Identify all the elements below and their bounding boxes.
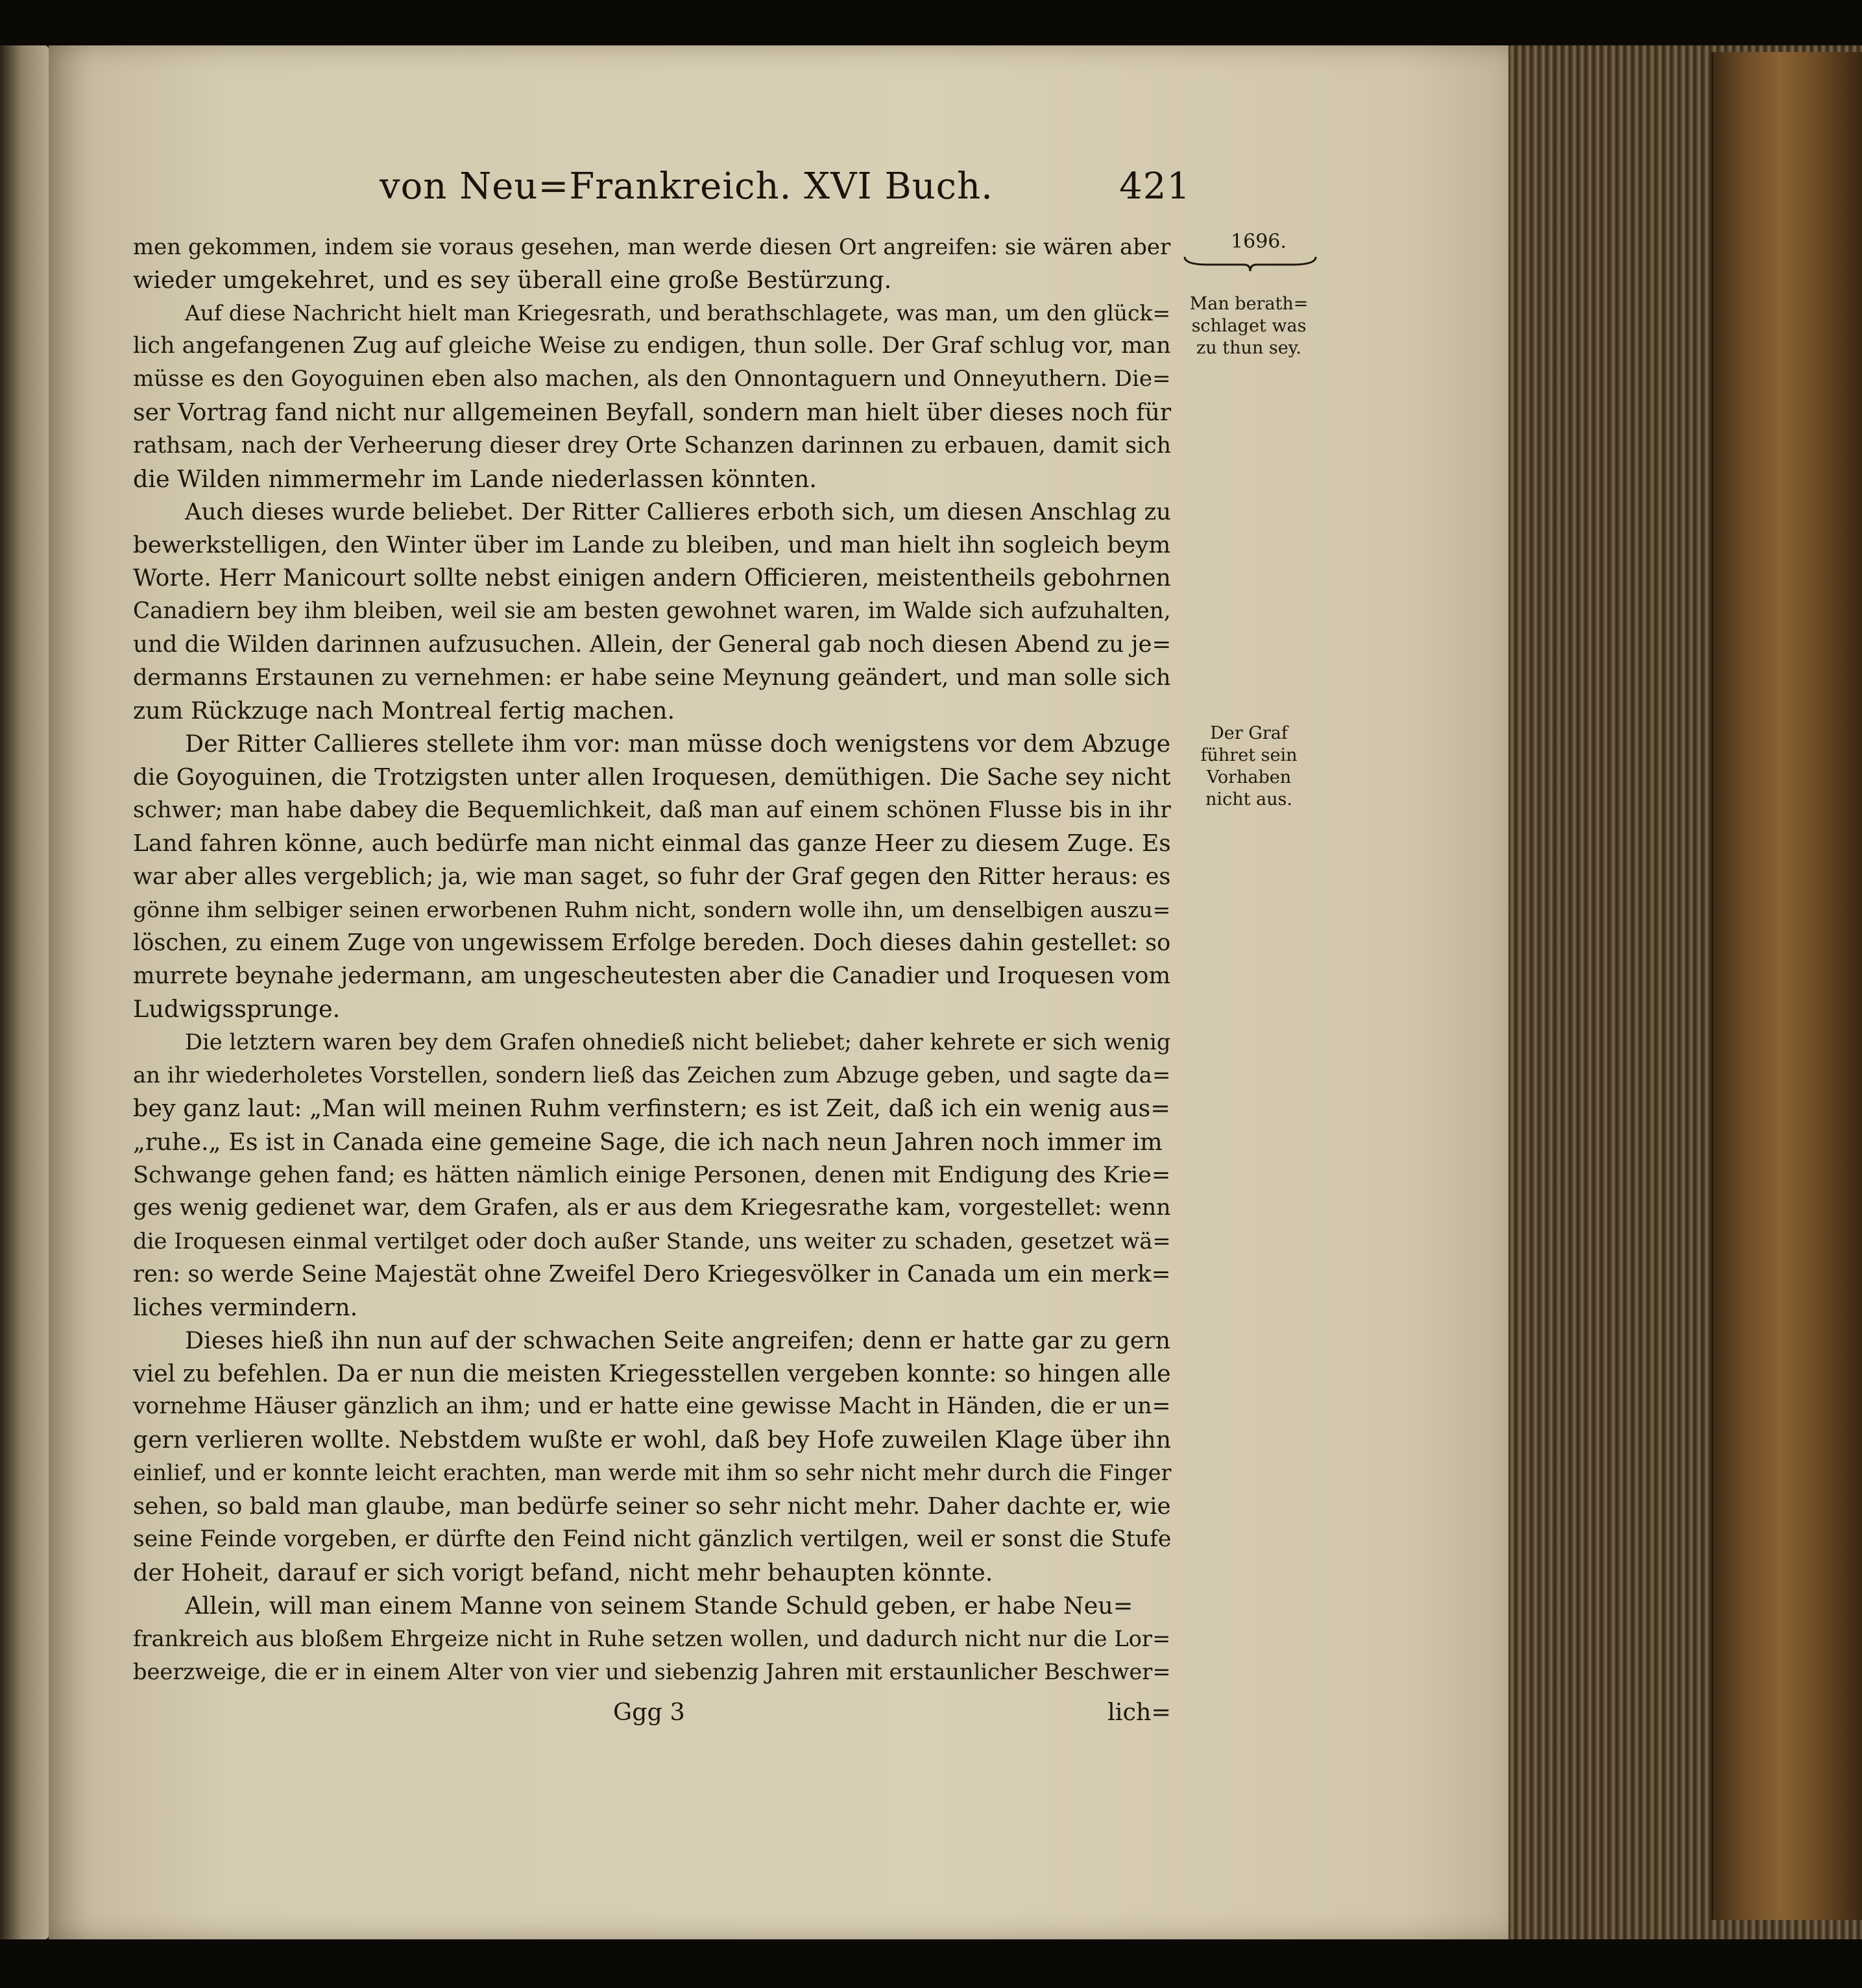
text-line: gönne ihm selbiger seinen erworbenen Ruhm nicht, sondern wolle ihn, um denselbigen auszu=: [133, 896, 1171, 922]
text-line: löschen, zu einem Zuge von ungewissem Erfolge bereden. Doch dieses dahin gestellet: so: [133, 929, 1171, 956]
running-header: [380, 165, 1191, 217]
text-line: men gekommen, indem sie voraus gesehen, man werde diesen Ort angreifen: sie wären aber: [133, 234, 1171, 259]
margin-note-count: Der Graf führet sein Vorhaben nicht aus.: [1200, 723, 1298, 809]
text-line: die Wilden nimmermehr im Lande niederlassen könnten.: [133, 464, 817, 493]
text-line: und die Wilden darinnen aufzusuchen. Allein, der General gab noch diesen Abend zu je=: [133, 631, 1172, 658]
text-line: lich angefangenen Zug auf gleiche Weise zu endigen, thun solle. Der Graf schlug vor, man: [133, 333, 1171, 359]
text-line: die Goyoguinen, die Trotzigsten unter allen Iroquesen, demüthigen. Die Sache sey nicht: [133, 763, 1171, 791]
text-line: rathsam, nach der Verheerung dieser drey Orte Schanzen darinnen zu erbauen, damit sich: [133, 432, 1172, 459]
text-line: an ihr wiederholetes Vorstellen, sondern ließ das Zeichen zum Abzuge geben, und sagte da=: [133, 1062, 1171, 1088]
page-footer: [133, 1698, 1171, 1732]
text-line: zum Rückzuge nach Montreal fertig machen.: [133, 697, 675, 725]
text-line: ser Vortrag fand nicht nur allgemeinen Beyfall, sondern man hielt über dieses noch für: [133, 398, 1172, 427]
text-line: sehen, so bald man glaube, man bedürfe seiner so sehr nicht mehr. Daher dachte er, wie: [133, 1492, 1171, 1520]
text-line: bey ganz laut: „Man will meinen Ruhm verfinstern; es ist Zeit, daß ich ein wenig aus=: [133, 1094, 1170, 1123]
text-line: der Hoheit, darauf er sich vorigt befand, nicht mehr behaupten könnte.: [133, 1558, 993, 1587]
text-line: Allein, will man einem Manne von seinem Stande Schuld geben, er habe Neu=: [185, 1591, 1133, 1620]
text-line: Land fahren könne, auch bedürfe man nicht einmal das ganze Heer zu diesem Zuge. Es: [133, 830, 1171, 857]
margin-year: 1696.: [1231, 230, 1287, 253]
text-line: Dieses hieß ihn nun auf der schwachen Seite angreifen; denn er hatte gar zu gern: [185, 1326, 1171, 1355]
text-line: frankreich aus bloßem Ehrgeize nicht in Ruhe setzen wollen, und dadurch nicht nur die Lor=: [133, 1625, 1171, 1651]
page-number: 421: [1119, 165, 1191, 208]
text-line: dermanns Erstaunen zu vernehmen: er habe seine Meynung geändert, und man solle sich: [133, 664, 1171, 691]
text-line: war aber alles vergeblich; ja, wie man saget, so fuhr der Graf gegen den Ritter heraus: es: [133, 863, 1171, 890]
margin-brace: [1182, 254, 1318, 272]
left-page-edge: [0, 45, 49, 1939]
text-line: gern verlieren wollte. Nebstdem wußte er wohl, daß bey Hofe zuweilen Klage über ihn: [133, 1426, 1171, 1454]
margin-note-deliberation: Man berath= schlaget was zu thun sey.: [1189, 294, 1309, 358]
running-title: von Neu=Frankreich. XVI Buch.: [380, 165, 993, 208]
text-line: murrete beynahe jedermann, am ungescheutesten aber die Canadier und Iroquesen vom: [133, 963, 1171, 990]
text-line: Ludwigssprunge.: [133, 995, 341, 1024]
text-line: ges wenig gedienet war, dem Grafen, als er aus dem Kriegesrathe kam, vorgestellet: wenn: [133, 1194, 1171, 1221]
text-line: müsse es den Goyoguinen eben also machen, als den Onnontaguern und Onneyuthern. Die=: [133, 366, 1171, 392]
text-line: Worte. Herr Manicourt sollte nebst einigen andern Officieren, meistentheils gebohrnen: [133, 564, 1171, 592]
text-line: „ruhe.„ Es ist in Canada eine gemeine Sage, die ich nach neun Jahren noch immer im: [133, 1127, 1163, 1156]
text-line: Canadiern bey ihm bleiben, weil sie am besten gewohnet waren, im Walde sich aufzuhalten,: [133, 598, 1171, 625]
text-line: ren: so werde Seine Majestät ohne Zweifel Dero Kriegesvölker in Canada um ein merk=: [133, 1260, 1171, 1287]
text-line: beerzweige, die er in einem Alter von vier und siebenzig Jahren mit erstaunlicher Beschwer=: [133, 1659, 1171, 1685]
text-line: schwer; man habe dabey die Bequemlichkeit, daß man auf einem schönen Flusse bis in ihr: [133, 796, 1171, 823]
text-line: Auch dieses wurde beliebet. Der Ritter Callieres erboth sich, um diesen Anschlag zu: [185, 498, 1171, 525]
text-line: viel zu befehlen. Da er nun die meisten Kriegesstellen vergeben konnte: so hingen alle: [133, 1359, 1171, 1388]
text-line: Die letztern waren bey dem Grafen ohnedieß nicht beliebet; daher kehrete er sich wenig: [185, 1029, 1171, 1055]
text-line: die Iroquesen einmal vertilget oder doch außer Stande, uns weiter zu schaden, gesetzet wä=: [133, 1228, 1171, 1254]
text-line: liches vermindern.: [133, 1293, 358, 1321]
text-line: einlief, und er konnte leicht erachten, man werde mit ihm so sehr nicht mehr durch die Finger: [133, 1460, 1172, 1486]
text-line: Der Ritter Callieres stellete ihm vor: man müsse doch wenigstens vor dem Abzuge: [185, 730, 1171, 758]
text-line: seine Feinde vorgeben, er dürfte den Feind nicht gänzlich vertilgen, weil er sonst die Stufe: [133, 1526, 1172, 1552]
text-line: Auf diese Nachricht hielt man Kriegesrath, und berathschlagete, was man, um den glück=: [185, 300, 1171, 326]
text-line: vornehme Häuser gänzlich an ihm; und er hatte eine gewisse Macht in Händen, die er un=: [133, 1393, 1171, 1420]
text-line: bewerkstelligen, den Winter über im Lande zu bleiben, und man hielt ihn sogleich beym: [133, 531, 1171, 558]
text-line: Schwange gehen fand; es hätten nämlich einige Personen, denen mit Endigung des Krie=: [133, 1161, 1171, 1188]
book-cover: [1711, 52, 1862, 1920]
catchword: lich=: [1107, 1698, 1171, 1726]
signature-mark: Ggg 3: [613, 1698, 685, 1726]
text-line: wieder umgekehret, und es sey überall eine große Bestürzung.: [133, 266, 892, 294]
body-text: [133, 230, 1171, 1688]
